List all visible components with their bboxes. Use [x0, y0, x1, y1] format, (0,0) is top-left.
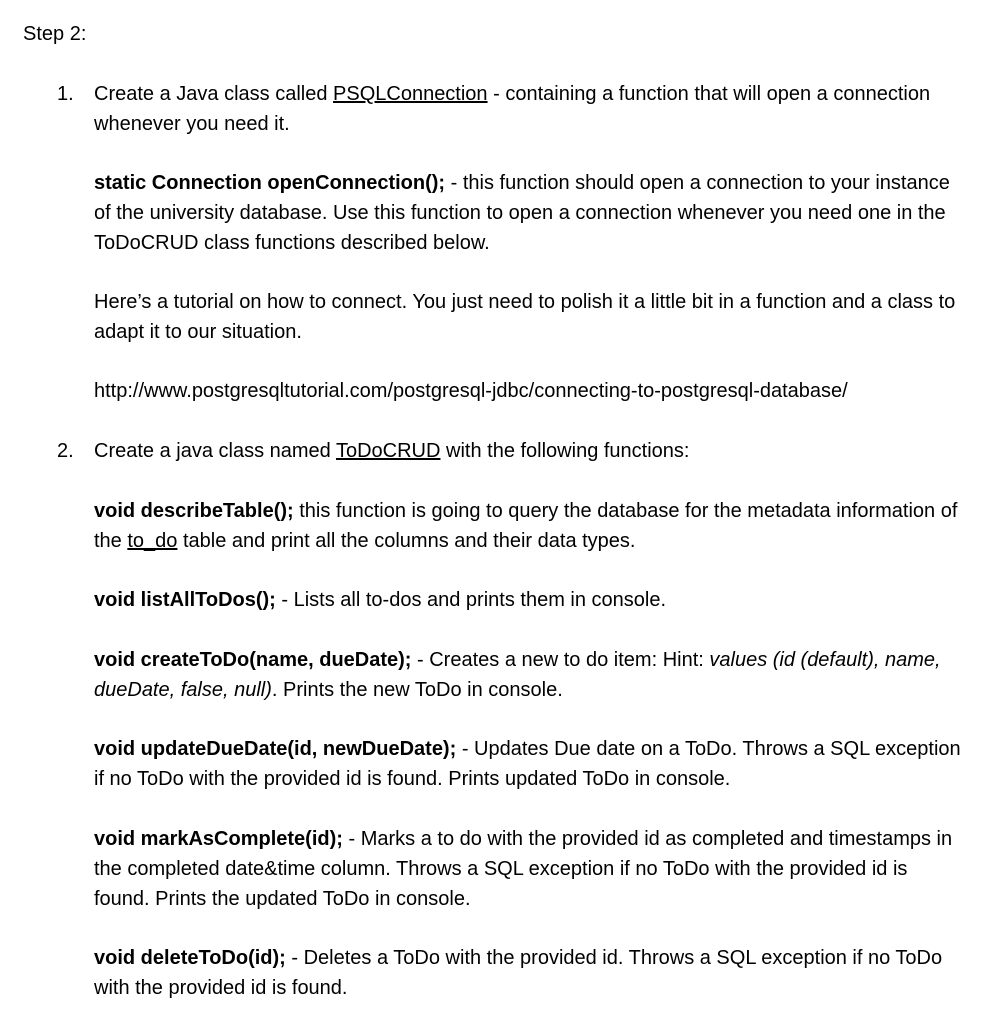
delete-todo-signature: void deleteToDo(id);	[94, 947, 286, 969]
tutorial-link[interactable]: http://www.postgresqltutorial.com/postgresql-jdbc/connecting-to-postgresql-database/	[94, 380, 848, 402]
class-name-psqlconnection: PSQLConnection	[333, 83, 488, 105]
tutorial-link-line	[94, 377, 964, 407]
step-heading: Step 2:	[23, 23, 87, 45]
item2-intro: Create a java class named ToDoCRUD with the following functions:	[94, 440, 690, 462]
update-due-date-function: void updateDueDate(id, newDueDate); - Updates Due date on a ToDo. Throws a SQL exception if no ToDo with the provided id is found. Prints updated ToDo in console.	[94, 738, 961, 790]
mark-as-complete-function: void markAsComplete(id); - Marks a to do with the provided id as completed and timestamps in the completed date&time column. Throws a SQL exception if no ToDo with the provided id is found. Prints the updated ToDo in console.	[94, 828, 953, 910]
describe-table-signature: void describeTable();	[94, 500, 294, 522]
mark-as-complete-signature: void markAsComplete(id);	[94, 828, 343, 850]
open-connection-signature: static Connection openConnection();	[94, 172, 446, 194]
list-number: 2.	[57, 440, 74, 462]
item1-intro: Create a Java class called PSQLConnection - containing a function that will open a connection whenever you need it.	[94, 83, 931, 135]
create-todo-function: void createToDo(name, dueDate); - Creates a new to do item: Hint: values (id (default), name, dueDate, false, null). Prints the new ToDo in console.	[94, 649, 941, 701]
create-todo-hint: values (id (default), name, dueDate, false, null)	[94, 649, 941, 701]
list-all-todos-signature: void listAllToDos();	[94, 589, 276, 611]
table-name-to-do: to_do	[127, 529, 178, 552]
tutorial-note: Here’s a tutorial on how to connect. You just need to polish it a little bit in a function and a class to adapt it to our situation.	[94, 291, 956, 343]
list-all-todos-function: void listAllToDos(); - Lists all to-dos and prints them in console.	[94, 589, 667, 611]
delete-todo-function: void deleteToDo(id); - Deletes a ToDo with the provided id. Throws a SQL exception if no ToDo with the provided id is found.	[94, 947, 943, 999]
open-connection-description: static Connection openConnection(); - this function should open a connection to your instance of the university database. Use this function to open a connection whenever you need one in the ToDoCRUD class functions described below.	[94, 172, 950, 254]
describe-table-function: void describeTable(); this function is going to query the database for the metadata information of the to_do table and print all the columns and their data types.	[94, 500, 958, 552]
update-due-date-signature: void updateDueDate(id, newDueDate);	[94, 738, 457, 760]
list-number: 1.	[57, 83, 74, 105]
create-todo-signature: void createToDo(name, dueDate);	[94, 649, 412, 671]
class-name-todocrud: ToDoCRUD	[335, 440, 441, 462]
